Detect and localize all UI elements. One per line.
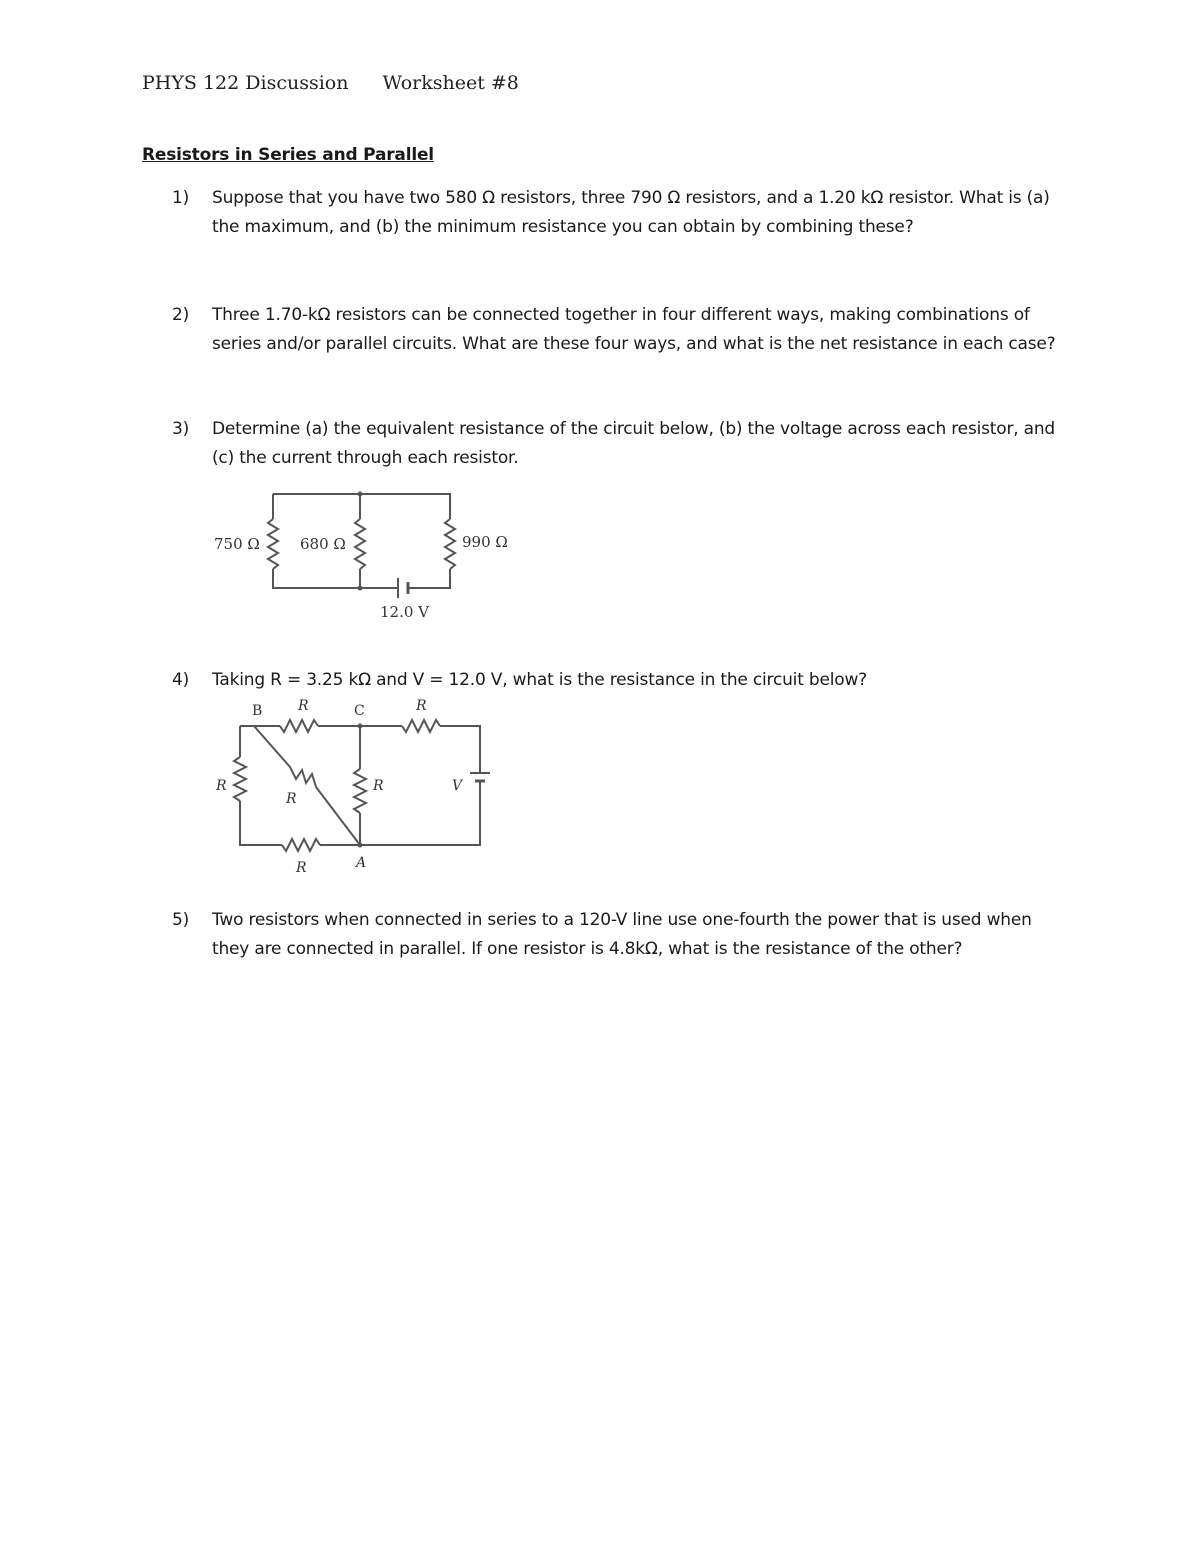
question-5	[172, 906, 1072, 964]
question-text: Two resistors when connected in series to a 120-V line use one-fourth the power that is used when they are connected in parallel. If one resistor is 4.8kΩ, what is the resistance of the other?	[212, 910, 1032, 959]
question-text: Determine (a) the equivalent resistance of the circuit below, (b) the voltage across each resistor, and (c) the current through each resistor.	[212, 419, 1056, 468]
circuit-diagram-1	[200, 485, 520, 630]
question-1	[172, 184, 1072, 242]
question-text: Three 1.70-kΩ resistors can be connected together in four different ways, making combinations of series and/or parallel circuits. What are these four ways, and what is the net resistance in each case?	[212, 305, 1056, 354]
circuit-diagram-2	[190, 695, 510, 885]
question-4	[172, 666, 1072, 695]
worksheet-number: Worksheet #8	[382, 72, 519, 94]
node-label-a: A	[356, 855, 367, 871]
page-header	[142, 72, 519, 94]
question-number: 5)	[172, 910, 190, 930]
resistor-label-680: 680 Ω	[300, 535, 346, 553]
node-label-b: B	[252, 703, 263, 719]
resistor-label-r-top-left: R	[298, 698, 309, 714]
question-number: 2)	[172, 305, 190, 325]
question-text: Taking R = 3.25 kΩ and V = 12.0 V, what is the resistance in the circuit below?	[212, 670, 867, 690]
question-2	[172, 301, 1072, 359]
resistor-label-r-bottom: R	[296, 860, 307, 876]
question-number: 4)	[172, 670, 190, 690]
battery-label-v: V	[452, 778, 463, 794]
resistor-label-r-left: R	[216, 778, 227, 794]
resistor-label-r-middle: R	[373, 778, 384, 794]
question-number: 1)	[172, 188, 190, 208]
resistor-label-r-diagonal: R	[286, 791, 297, 807]
resistor-label-750: 750 Ω	[214, 535, 260, 553]
question-3	[172, 415, 1072, 473]
resistor-label-r-top-right: R	[416, 698, 427, 714]
question-number: 3)	[172, 419, 190, 439]
section-title: Resistors in Series and Parallel	[142, 145, 434, 165]
question-text: Suppose that you have two 580 Ω resistors, three 790 Ω resistors, and a 1.20 kΩ resistor. What is (a) the maximum, and (b) the minimum resistance you can obtain by combining these?	[212, 188, 1050, 237]
course-title: PHYS 122 Discussion	[142, 72, 349, 94]
resistor-label-990: 990 Ω	[462, 533, 508, 551]
node-label-c: C	[354, 703, 365, 719]
battery-label: 12.0 V	[380, 603, 429, 621]
